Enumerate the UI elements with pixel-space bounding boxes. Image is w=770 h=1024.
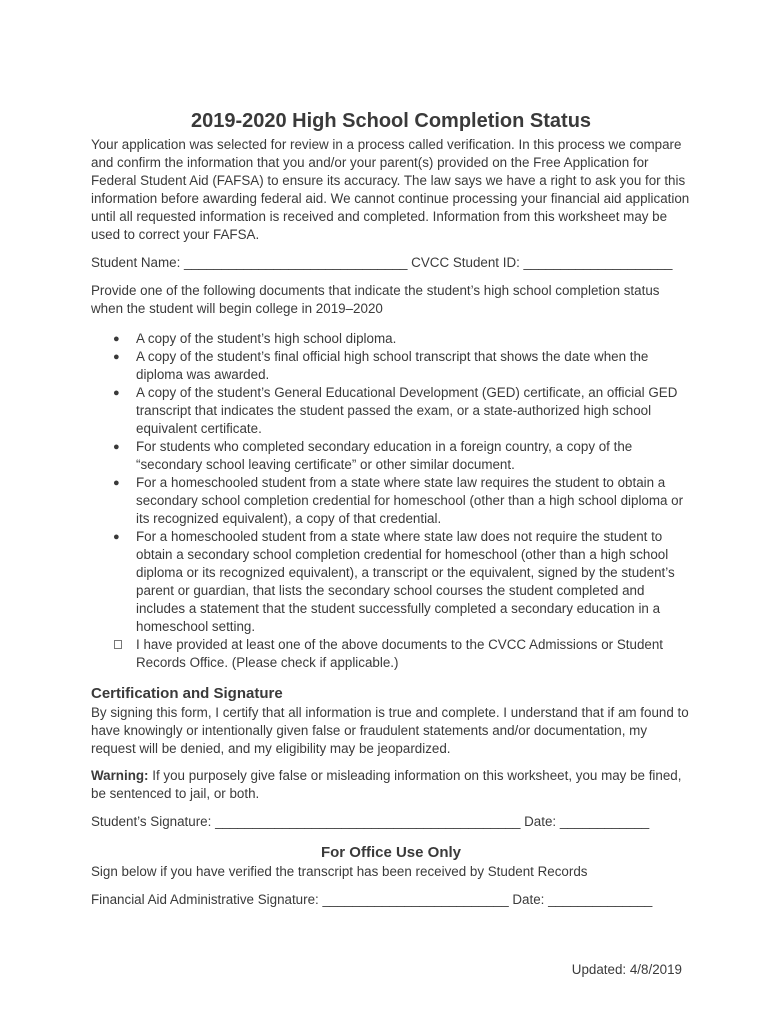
list-item-text: For a homeschooled student from a state where state law requires the student to obtain a secondary school completion credential for homeschool (other than a high school diploma or its recognized equivalent), a copy of that credential. <box>136 475 684 526</box>
office-heading: For Office Use Only <box>320 844 462 861</box>
list-item-text: A copy of the student’s final official high school transcript that shows the date when the diploma was awarded. <box>136 349 649 382</box>
bullet-icon: ● <box>113 441 120 453</box>
intro-paragraph: Your application was selected for review in a process called verification. In this process we compare and confirm the information that you and/or your parent(s) provided on the Free Application for Federal Student Aid (FAFSA) to ensure its accuracy. The law says we have a right to ask you for this information before awarding federal aid. We cannot continue processing your financial aid application until all requested information is received and completed. Information from this worksheet may be used to correct your FAFSA. <box>91 137 690 242</box>
office-instruction: Sign below if you have verified the transcript has been received by Student Records <box>91 864 588 879</box>
list-item-text: For students who completed secondary education in a foreign country, a copy of the “secondary school leaving certificate” or other similar document. <box>136 439 633 472</box>
warning-paragraph <box>91 767 691 803</box>
list-item <box>91 528 691 636</box>
list-item <box>91 438 691 474</box>
bullet-icon: ● <box>113 477 120 489</box>
fa-signature-line: Financial Aid Administrative Signature: _________________________ Date: ______________ <box>91 892 653 907</box>
student-signature-line: Student’s Signature: _________________________________________ Date: ____________ <box>91 814 650 829</box>
bullet-icon: ● <box>113 351 120 363</box>
checkbox-icon[interactable] <box>114 640 122 649</box>
bullet-icon: ● <box>113 531 120 543</box>
list-item <box>91 330 691 348</box>
list-item-text: A copy of the student’s General Educational Development (GED) certificate, an official GED transcript that indicates the student passed the exam, or a state-authorized high school equivalent certificate. <box>136 385 678 436</box>
page-title: 2019-2020 High School Completion Status <box>190 110 592 132</box>
warning-label: Warning: <box>91 768 149 783</box>
document-list <box>91 330 691 672</box>
list-item <box>91 348 691 384</box>
list-item <box>91 384 691 438</box>
certification-heading: Certification and Signature <box>91 685 283 702</box>
updated-date: Updated: 4/8/2019 <box>571 962 682 977</box>
bullet-icon: ● <box>113 333 120 345</box>
list-item <box>91 474 691 528</box>
list-item-text: For a homeschooled student from a state where state law does not require the student to obtain a secondary school completion credential for homeschool (other than a high school diploma or its recognized equivalent), a transcript or the equivalent, signed by the student’s parent or guardian, that lists the secondary school courses the student completed and includes a statement that the student successfully completed a secondary education in a homeschool setting. <box>136 529 675 634</box>
checkbox-statement: I have provided at least one of the above documents to the CVCC Admissions or Student Records Office. (Please check if applicable.) <box>136 637 664 670</box>
checkbox-item <box>91 636 691 672</box>
student-fields-line: Student Name: ______________________________ CVCC Student ID: ____________________ <box>91 255 673 270</box>
warning-text: If you purposely give false or misleading information on this worksheet, you may be fined, be sentenced to jail, or both. <box>91 768 682 801</box>
bullet-icon: ● <box>113 387 120 399</box>
certification-text: By signing this form, I certify that all information is true and complete. I understand that if am found to have knowingly or intentionally given false or fraudulent statements and/or documentation, my request will be denied, and my eligibility may be jeopardized. <box>91 705 689 756</box>
document-content <box>91 108 691 909</box>
list-item-text: A copy of the student’s high school diploma. <box>136 331 397 346</box>
provide-instructions: Provide one of the following documents that indicate the student’s high school completion status when the student will begin college in 2019–2020 <box>91 283 660 316</box>
